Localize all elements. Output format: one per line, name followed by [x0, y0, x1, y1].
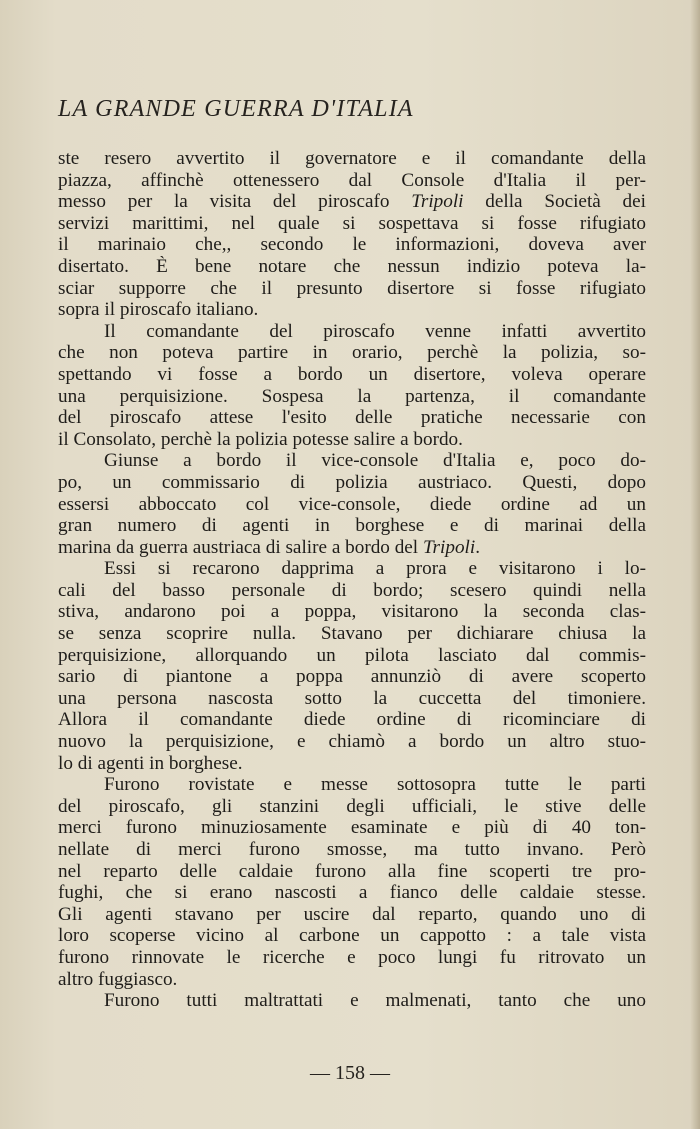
text-line: messo per la visita del piroscafo Tripoli della Società dei: [58, 191, 646, 213]
text-line: stiva, andarono poi a poppa, visitarono la seconda clas-: [58, 601, 646, 623]
text-line: spettando vi fosse a bordo un disertore, voleva operare: [58, 363, 646, 385]
text-line: perquisizione, allorquando un pilota lasciato dal commis-: [58, 644, 646, 666]
text-line: merci furono minuziosamente esaminate e più di 40 ton-: [58, 817, 646, 839]
text-line: Gli agenti stavano per uscire dal reparto, quando uno di: [58, 903, 646, 925]
text-line: Essi si recarono dapprima a prora e visitarono i lo-: [104, 558, 646, 580]
text-line: nuovo la perquisizione, e chiamò a bordo un altro stuo-: [58, 731, 646, 753]
text-line: gran numero di agenti in borghese e di marinai della: [58, 515, 646, 537]
text-line: se senza scoprire nulla. Stavano per dichiarare chiusa la: [58, 623, 646, 645]
page-edge-shadow: [690, 0, 700, 1129]
ship-name: Tripoli: [422, 536, 476, 558]
text-line: il Consolato, perchè la polizia potesse salire a bordo.: [58, 428, 463, 450]
text-line: una persona nascosta sotto la cuccetta del timoniere.: [58, 687, 646, 709]
text-line: Giunse a bordo il vice-console d'Italia e, poco do-: [104, 450, 646, 472]
text-line: cali del basso personale di bordo; scesero quindi nella: [58, 579, 646, 601]
page-number: — 158 —: [310, 1062, 390, 1084]
text-line: Furono rovistate e messe sottosopra tutte le parti: [104, 774, 646, 796]
text-line: il marinaio che,, secondo le informazioni, doveva aver: [58, 234, 646, 256]
ship-name: Tripoli: [411, 191, 464, 213]
text-line: ste resero avvertito il governatore e il comandante della: [58, 148, 646, 169]
text-line: sario di piantone a poppa annunziò di avere scoperto: [58, 666, 646, 688]
text-line: del piroscafo, gli stanzini degli ufficiali, le stive delle: [58, 795, 646, 817]
body-text: [58, 148, 646, 1012]
text-line: servizi marittimi, nel quale si sospettava si fosse rifugiato: [58, 212, 646, 234]
text-line: Il comandante del piroscafo venne infatti avvertito: [104, 320, 646, 342]
text-line: una perquisizione. Sospesa la partenza, il comandante: [58, 385, 646, 407]
text-line: altro fuggiasco.: [58, 968, 178, 990]
text-line: essersi abboccato col vice-console, diede ordine ad un: [58, 493, 646, 515]
text-line: Furono tutti maltrattati e malmenati, tanto che uno: [104, 990, 646, 1012]
text-line: del piroscafo attese l'esito delle pratiche necessarie con: [58, 407, 646, 429]
text-line: po, un commissario di polizia austriaco. Questi, dopo: [58, 471, 646, 493]
running-header: LA GRANDE GUERRA D'ITALIA: [58, 96, 414, 122]
text-line: Allora il comandante diede ordine di ricominciare di: [58, 709, 646, 731]
text-line: sciar supporre che il presunto disertore si fosse rifugiato: [58, 277, 646, 299]
text-line: che non poteva partire in orario, perchè la polizia, so-: [58, 342, 646, 364]
text-line: lo di agenti in borghese.: [58, 752, 243, 774]
text-line: nellate di merci furono smosse, ma tutto invano. Però: [58, 839, 646, 860]
text-line: disertato. È bene notare che nessun indizio poteva la-: [58, 255, 646, 277]
text-line: loro scoperse vicino al carbone un cappotto : a tale vista: [58, 925, 646, 947]
text-line: fughi, che si erano nascosti a fianco delle caldaie stesse.: [58, 882, 646, 904]
text-line: marina da guerra austriaca di salire a bordo del Tripoli.: [58, 536, 480, 558]
text-line: sopra il piroscafo italiano.: [58, 299, 259, 321]
text-line: furono rinnovate le ricerche e poco lungi fu ritrovato un: [58, 946, 646, 968]
text-line: piazza, affinchè ottenessero dal Console d'Italia il per-: [58, 169, 646, 191]
text-line: nel reparto delle caldaie furono alla fine scoperti tre pro-: [58, 860, 646, 882]
